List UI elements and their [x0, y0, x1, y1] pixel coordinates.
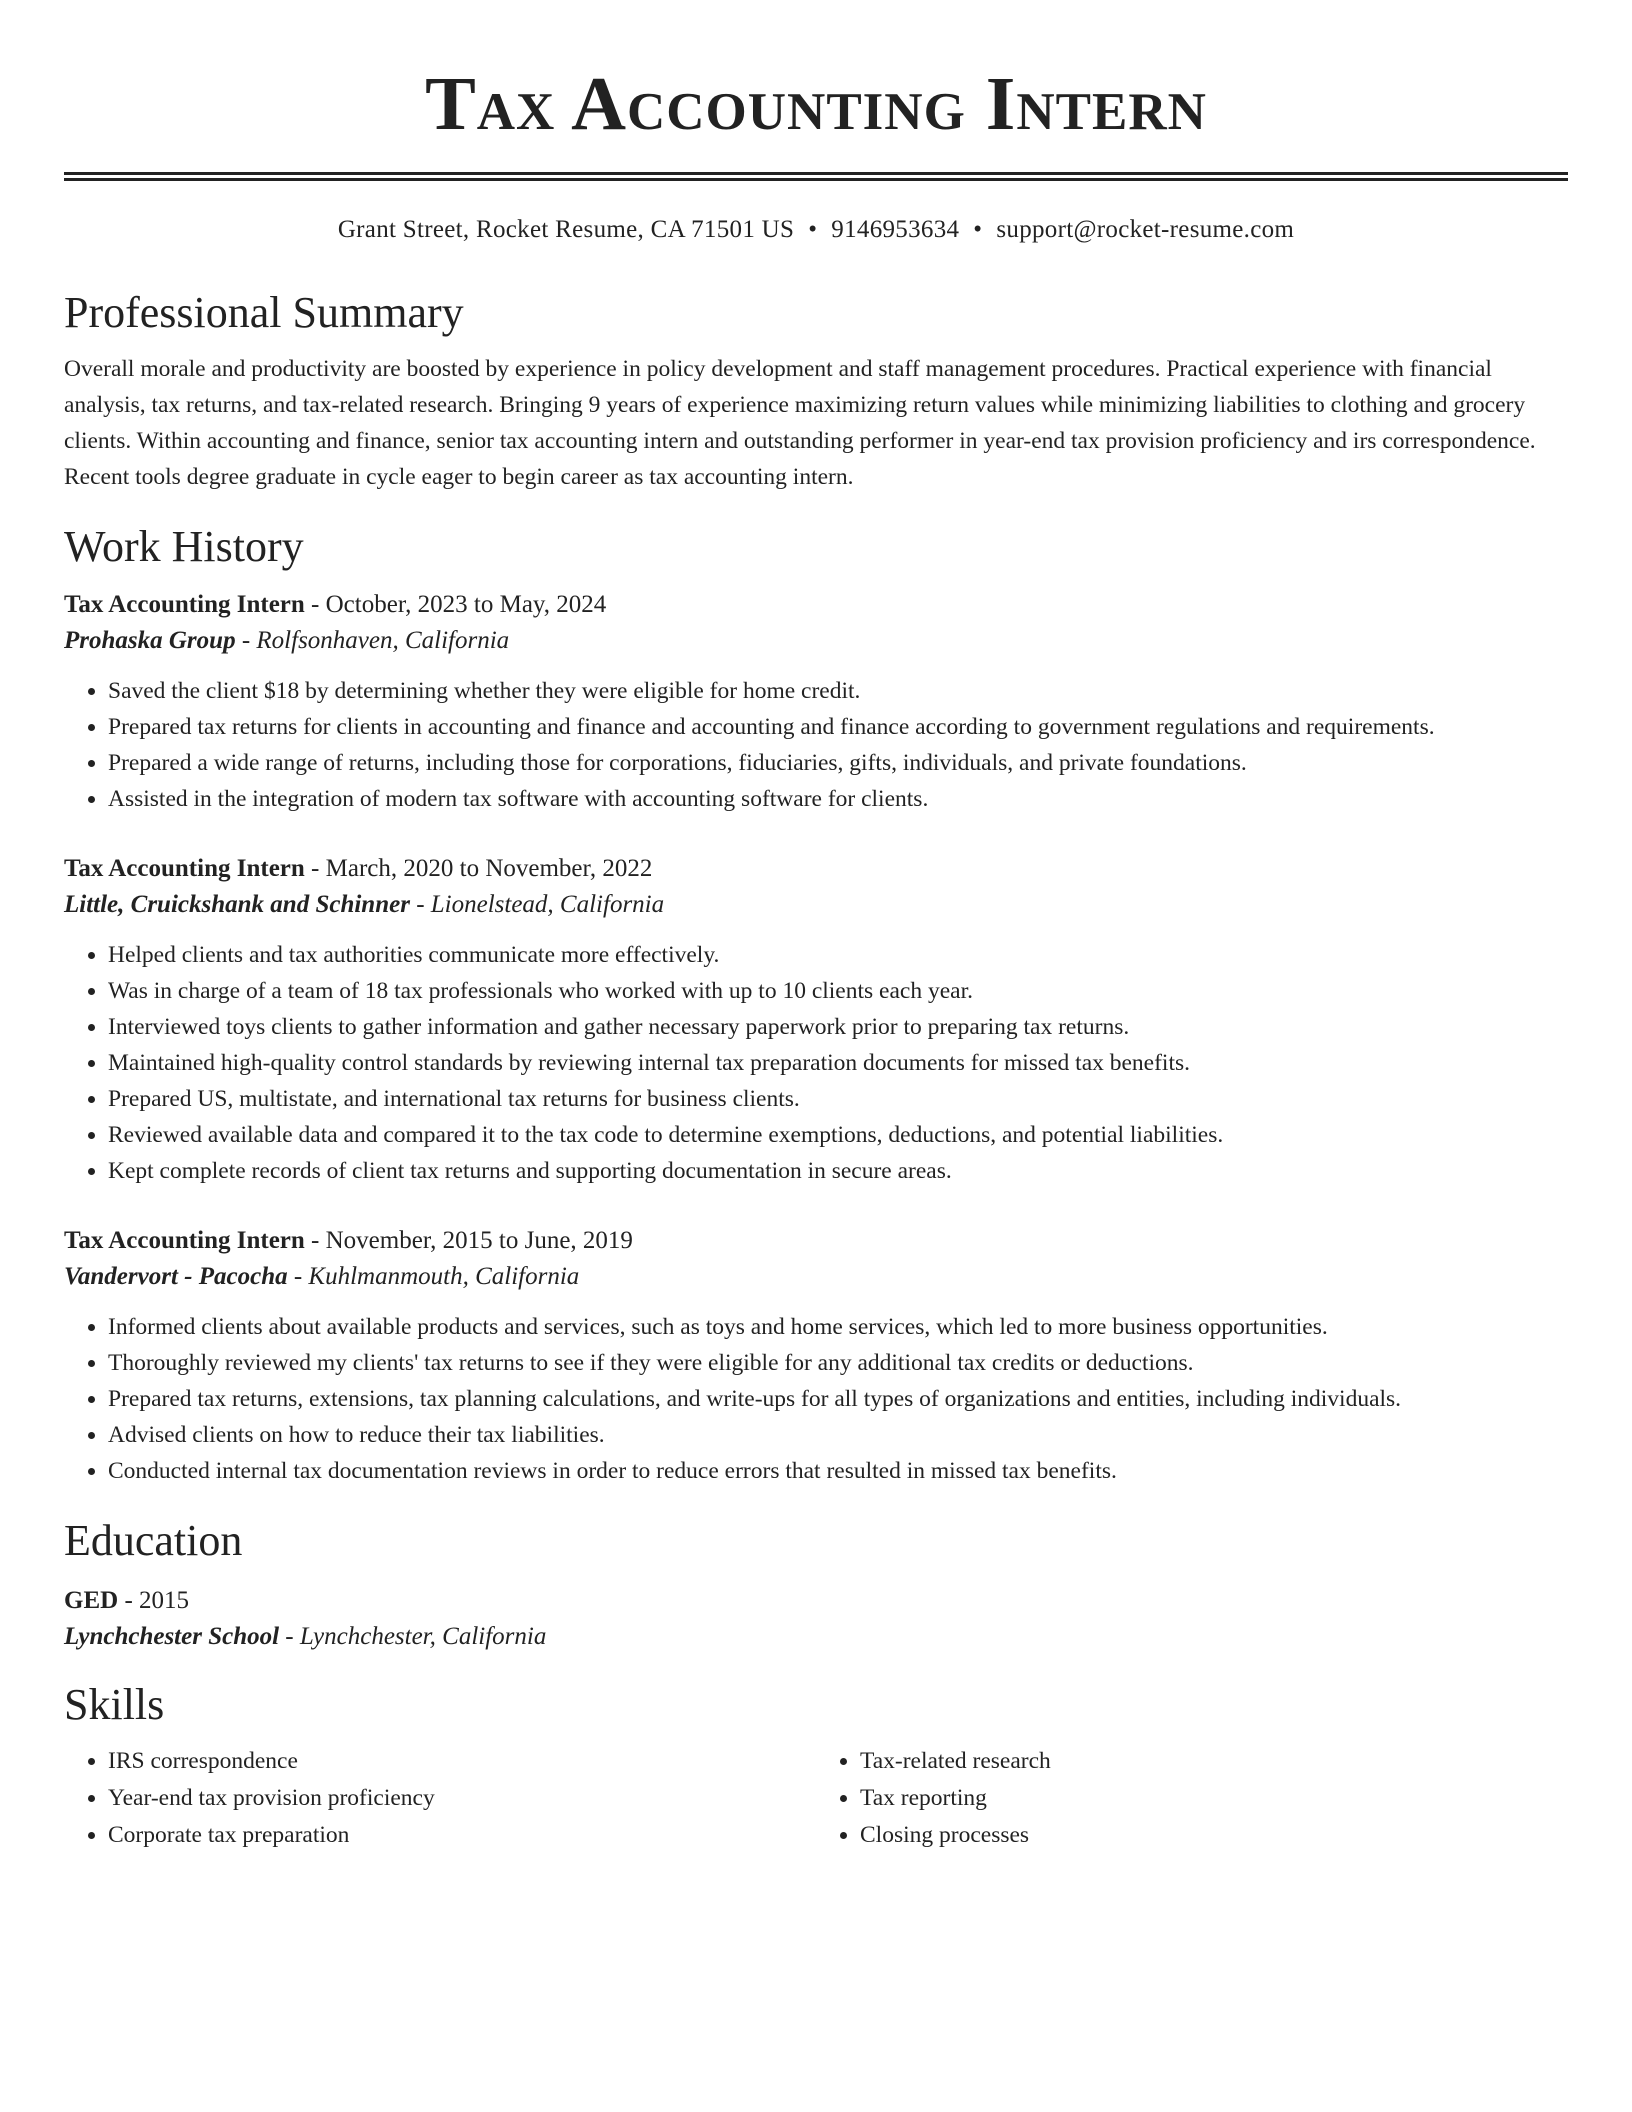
education-degree: GED	[64, 1587, 119, 1614]
title-divider	[64, 172, 1568, 181]
job-company: Vandervort - Pacocha	[64, 1263, 288, 1290]
job-bullet: • Prepared tax returns, extensions, tax planning calculations, and write-ups for all types of organizations and entities, including individuals.	[108, 1381, 1568, 1417]
job-location: - Lionelstead, California	[409, 891, 665, 918]
education-year: - 2015	[118, 1587, 190, 1614]
job-title-line	[64, 1223, 1568, 1259]
job-location: - Kuhlmanmouth, California	[287, 1263, 580, 1290]
job-bullet: • Kept complete records of client tax returns and supporting documentation in secure areas.	[108, 1153, 1568, 1189]
job-role: Tax Accounting Intern	[64, 855, 305, 882]
education-heading: Education	[64, 1516, 243, 1565]
education-school: Lynchchester School	[64, 1623, 280, 1650]
job-bullet: • Maintained high-quality control standards by reviewing internal tax preparation documents for missed tax benefits.	[108, 1045, 1568, 1081]
skill-item: • Corporate tax preparation	[108, 1817, 816, 1854]
skill-item: • Tax-related research	[860, 1743, 1568, 1780]
skills-column-right	[816, 1743, 1568, 1854]
job-bullets	[64, 673, 1568, 817]
contact-address: Grant Street, Rocket Resume, CA 71501 US	[337, 216, 795, 243]
job-dates: - March, 2020 to November, 2022	[304, 855, 653, 882]
job-role: Tax Accounting Intern	[64, 1227, 305, 1254]
education-school-line	[64, 1619, 1568, 1655]
job-bullet: • Assisted in the integration of modern tax software with accounting software for clients.	[108, 781, 1568, 817]
education-entry	[64, 1583, 1568, 1655]
resume-title: Tax Accounting Intern	[425, 62, 1207, 146]
contact-separator: •	[973, 216, 983, 243]
job-bullet: • Helped clients and tax authorities communicate more effectively.	[108, 937, 1568, 973]
contact-line	[64, 213, 1568, 247]
summary-text: Overall morale and productivity are boosted by experience in policy development and staff management procedures. Practical experience with financial analysis, tax returns, and tax-related research. Bringing 9 years of experience maximizing return values while minimizing liabilities to clothing and grocery clients. Within accounting and finance, senior tax accounting intern and outstanding performer in year-end tax provision proficiency and irs correspondence. Recent tools degree graduate in cycle eager to begin career as tax accounting intern.	[64, 356, 1536, 490]
job-bullet: • Prepared tax returns for clients in accounting and finance and accounting and finance according to government regulations and requirements.	[108, 709, 1568, 745]
job-company-line	[64, 1259, 1568, 1295]
job-company: Prohaska Group	[64, 627, 236, 654]
skill-item: • Tax reporting	[860, 1780, 1568, 1817]
job-company-line	[64, 623, 1568, 659]
job-bullet: • Conducted internal tax documentation reviews in order to reduce errors that resulted in missed tax benefits.	[108, 1453, 1568, 1489]
skill-item: • Closing processes	[860, 1817, 1568, 1854]
job-bullets	[64, 1309, 1568, 1489]
job-entry	[64, 587, 1568, 817]
skills-heading: Skills	[64, 1680, 165, 1729]
summary-heading: Professional Summary	[64, 288, 464, 337]
job-bullet: • Prepared US, multistate, and international tax returns for business clients.	[108, 1081, 1568, 1117]
job-location: - Rolfsonhaven, California	[235, 627, 510, 654]
skills-grid	[64, 1743, 1568, 1854]
contact-separator: •	[808, 216, 818, 243]
skills-column-left	[64, 1743, 816, 1854]
work-history-heading: Work History	[64, 522, 304, 571]
job-bullet: • Advised clients on how to reduce their tax liabilities.	[108, 1417, 1568, 1453]
job-title-line	[64, 587, 1568, 623]
job-bullet: • Saved the client $18 by determining whether they were eligible for home credit.	[108, 673, 1568, 709]
job-bullet: • Reviewed available data and compared it to the tax code to determine exemptions, deductions, and potential liabilities.	[108, 1117, 1568, 1153]
job-entry	[64, 851, 1568, 1189]
contact-email: support@rocket-resume.com	[996, 216, 1295, 243]
job-role: Tax Accounting Intern	[64, 591, 305, 618]
job-dates: - October, 2023 to May, 2024	[304, 591, 607, 618]
job-company-line	[64, 887, 1568, 923]
education-degree-line	[64, 1583, 1568, 1619]
job-bullet: • Thoroughly reviewed my clients' tax returns to see if they were eligible for any additional tax credits or deductions.	[108, 1345, 1568, 1381]
skill-item: • Year-end tax provision proficiency	[108, 1780, 816, 1817]
job-title-line	[64, 851, 1568, 887]
job-bullet: • Interviewed toys clients to gather information and gather necessary paperwork prior to preparing tax returns.	[108, 1009, 1568, 1045]
job-dates: - November, 2015 to June, 2019	[304, 1227, 633, 1254]
education-location: - Lynchchester, California	[279, 1623, 547, 1650]
job-company: Little, Cruickshank and Schinner	[64, 891, 410, 918]
skill-item: • IRS correspondence	[108, 1743, 816, 1780]
job-bullets	[64, 937, 1568, 1189]
job-bullet: • Informed clients about available products and services, such as toys and home services, which led to more business opportunities.	[108, 1309, 1568, 1345]
contact-phone: 9146953634	[831, 216, 960, 243]
job-bullet: • Was in charge of a team of 18 tax professionals who worked with up to 10 clients each year.	[108, 973, 1568, 1009]
job-bullet: • Prepared a wide range of returns, including those for corporations, fiduciaries, gifts, individuals, and private foundations.	[108, 745, 1568, 781]
job-entry	[64, 1223, 1568, 1489]
